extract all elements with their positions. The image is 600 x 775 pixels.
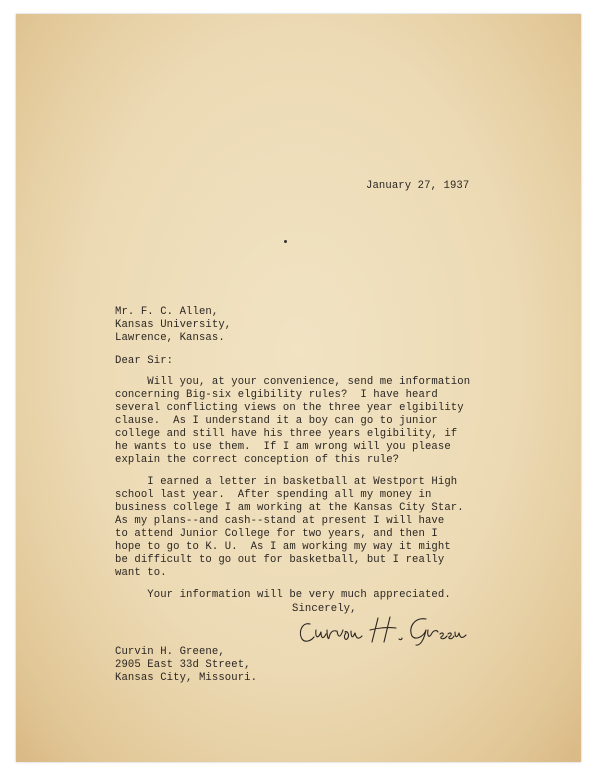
sender-line: 2905 East 33d Street, [115,659,251,671]
body-line: be difficult to go out for basketball, but I really [115,554,445,566]
sender-line: Kansas City, Missouri. [115,672,258,684]
recipient-line: Mr. F. C. Allen, [115,306,219,318]
body-line: As my plans--and cash--stand at present I will have [115,515,445,527]
handwritten-signature [296,612,468,646]
sender-line: Curvin H. Greene, [115,646,225,658]
body-line: clause. As I understand it a boy can go to junior [115,415,438,427]
salutation: Dear Sir: [115,355,174,367]
body-line: to attend Junior College for two years, and then I [115,528,438,540]
body-line: college and still have his three years elgibility, if [115,428,458,440]
closing: Sincerely, [292,603,357,615]
letter-date: January 27, 1937 [366,180,470,192]
body-line: explain the correct conception of this rule? [115,454,400,466]
body-paragraph-3: Your information will be very much appreciated. [115,589,451,601]
body-line: I earned a letter in basketball at Westport High [115,476,458,488]
body-line: school last year. After spending all my money in [115,489,432,501]
body-line: concerning Big-six elgibility rules? I have heard [115,389,438,401]
body-line: hope to go to K. U. As I am working my way it might [115,541,451,553]
recipient-line: Kansas University, [115,319,232,331]
body-line: want to. [115,567,167,579]
body-line: several conflicting views on the three year elgibility [115,402,464,414]
body-line: he wants to use them. If I am wrong will you please [115,441,451,453]
body-line: business college I am working at the Kansas City Star. [115,502,464,514]
recipient-line: Lawrence, Kansas. [115,332,225,344]
body-line: Will you, at your convenience, send me information [115,376,471,388]
ink-dot [284,240,287,243]
